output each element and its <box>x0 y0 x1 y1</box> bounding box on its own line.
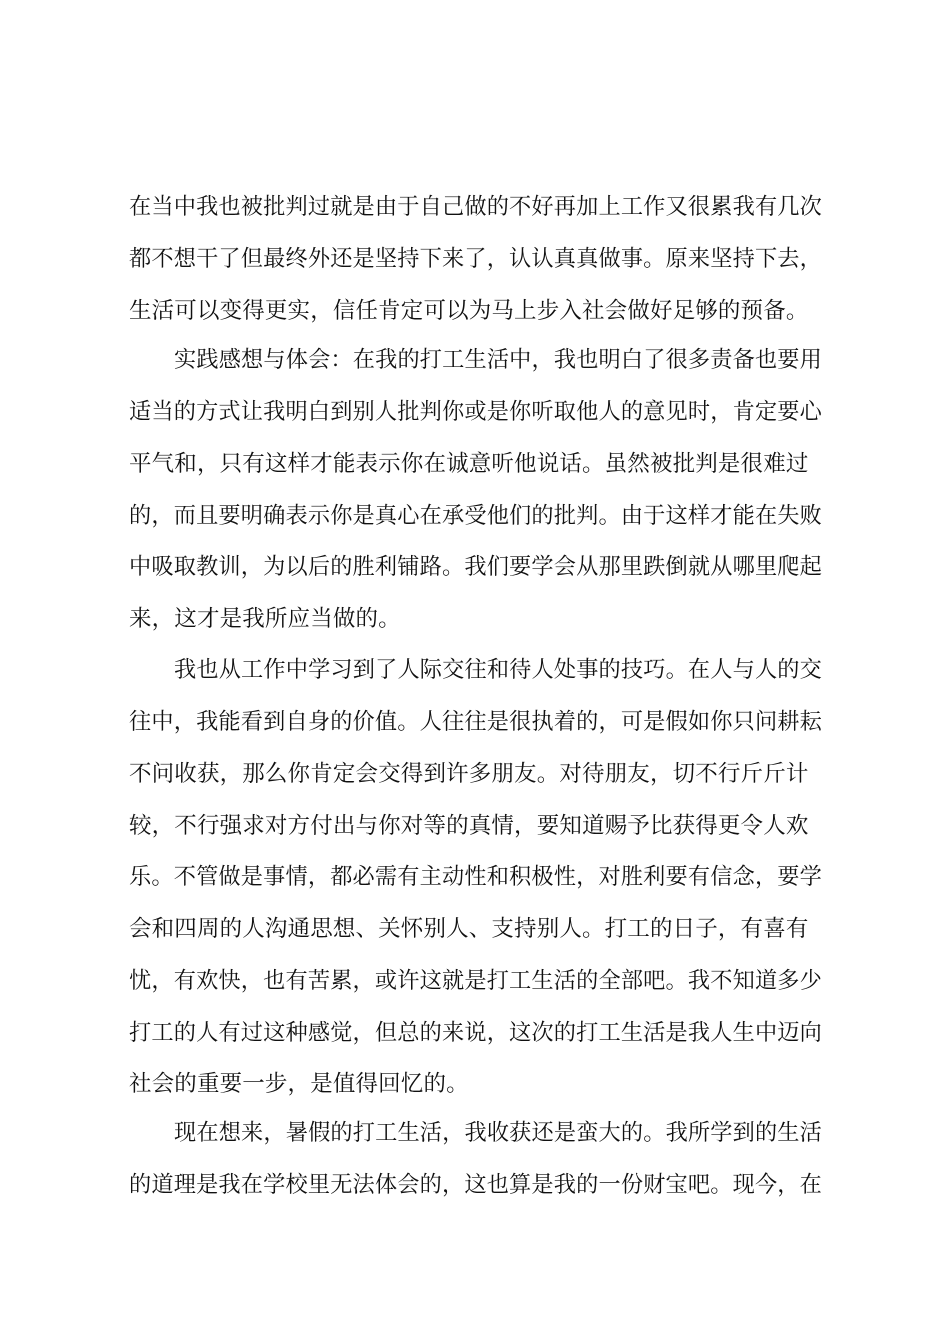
text-line <box>0 650 950 690</box>
text-line-content: 社会的重要一步，是值得回忆的。 <box>129 1071 469 1097</box>
text-line-content: 在当中我也被批判过就是由于自己做的不好再加上工作又很累我有几次 <box>129 194 823 220</box>
text-line <box>0 599 950 639</box>
text-line <box>0 754 950 794</box>
text-line <box>0 1113 950 1153</box>
text-line-content: 中吸取教训，为以后的胜利铺路。我们要学会从那里跌倒就从哪里爬起 <box>129 554 823 580</box>
text-line <box>0 1013 950 1053</box>
text-line-content: 的，而且要明确表示你是真心在承受他们的批判。由于这样才能在失败 <box>129 503 823 529</box>
text-line <box>0 961 950 1001</box>
text-line-content: 的道理是我在学校里无法体会的，这也算是我的一份财宝吧。现今，在 <box>129 1172 823 1198</box>
text-line <box>0 187 950 227</box>
text-line-content: 会和四周的人沟通思想、关怀别人、支持别人。打工的日子，有喜有 <box>129 916 809 942</box>
text-line-content: 平气和，只有这样才能表示你在诚意听他说话。虽然被批判是很难过 <box>129 451 809 477</box>
text-line <box>0 496 950 536</box>
text-line-content: 打工的人有过这种感觉，但总的来说，这次的打工生活是我人生中迈向 <box>129 1020 823 1046</box>
text-line <box>0 547 950 587</box>
text-line <box>0 340 950 380</box>
text-line <box>0 1165 950 1205</box>
text-line-content: 乐。不管做是事情，都必需有主动性和积极性，对胜利要有信念，要学 <box>129 864 823 890</box>
text-line-content: 都不想干了但最终外还是坚持下来了，认认真真做事。原来坚持下去， <box>129 246 823 272</box>
text-line-content: 忧，有欢快，也有苦累，或许这就是打工生活的全部吧。我不知道多少 <box>129 968 823 994</box>
text-line <box>0 909 950 949</box>
text-line <box>0 857 950 897</box>
text-line-content: 不问收获，那么你肯定会交得到许多朋友。对待朋友，切不行斤斤计 <box>129 761 809 787</box>
text-line-content: 生活可以变得更实，信任肯定可以为马上步入社会做好足够的预备。 <box>129 298 809 324</box>
text-line-content: 适当的方式让我明白到别人批判你或是你听取他人的意见时，肯定要心 <box>129 399 823 425</box>
text-line <box>0 291 950 331</box>
text-line <box>0 1064 950 1104</box>
text-line <box>0 806 950 846</box>
text-line <box>0 444 950 484</box>
text-line-content: 较，不行强求对方付出与你对等的真情，要知道赐予比获得更令人欢 <box>129 813 809 839</box>
text-line <box>0 702 950 742</box>
text-line <box>0 239 950 279</box>
text-line-content: 实践感想与体会：在我的打工生活中，我也明白了很多责备也要用 <box>174 347 822 373</box>
text-line <box>0 392 950 432</box>
text-line-content: 来，这才是我所应当做的。 <box>129 606 401 632</box>
text-line-content: 往中，我能看到自身的价值。人往往是很执着的，可是假如你只问耕耘 <box>129 709 823 735</box>
text-line-content: 我也从工作中学习到了人际交往和待人处事的技巧。在人与人的交 <box>174 657 822 683</box>
text-line-content: 现在想来，暑假的打工生活，我收获还是蛮大的。我所学到的生活 <box>174 1120 822 1146</box>
